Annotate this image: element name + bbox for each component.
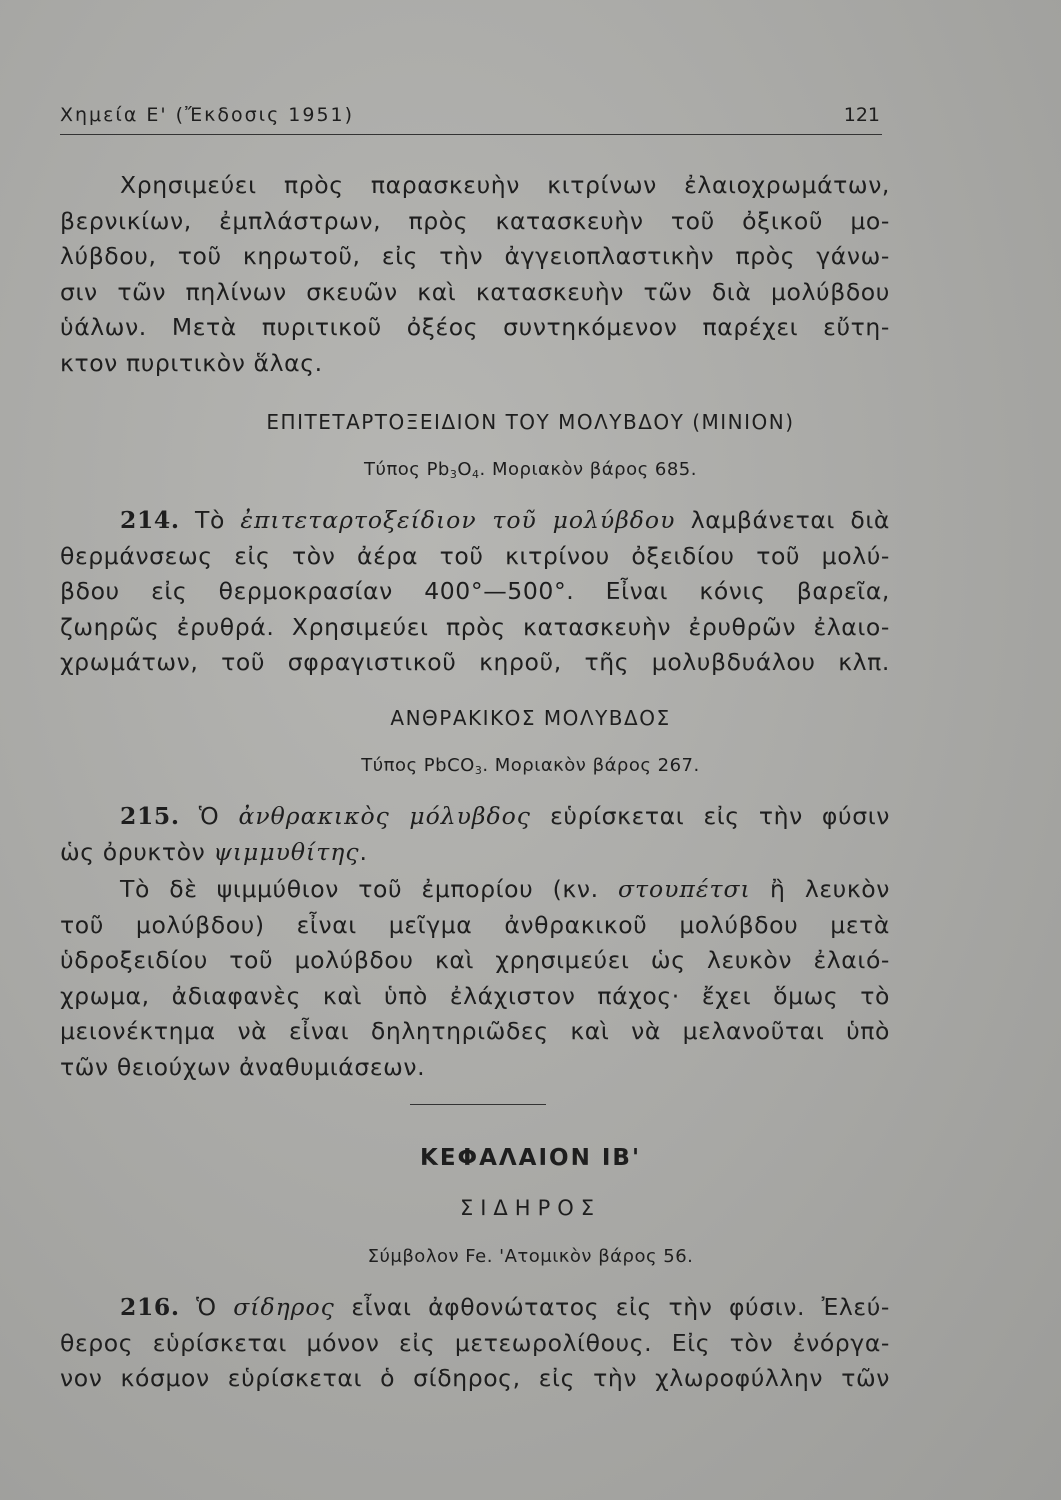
- intro-paragraph: [60, 168, 890, 382]
- text-line: βερνικίων, ἐμπλάστρων, πρὸς κατασκευὴν τοῦ ὀξικοῦ μο-: [60, 206, 890, 235]
- page-number: 121: [843, 104, 880, 126]
- text-line: κτον πυριτικὸν ἅλας.: [60, 348, 323, 377]
- paragraph-214: [60, 503, 890, 681]
- text-line: ὡς ὀρυκτὸν ψιμμυθίτης.: [60, 837, 368, 866]
- text-line: τοῦ μολύβδου) εἶναι μεῖγμα ἀνθρακικοῦ μολύβδου μετὰ: [60, 910, 890, 939]
- text-line: Τὸ δὲ ψιμμύθιον τοῦ ἐμπορίου (κν. στουπέτσι ἢ λευκὸν: [120, 875, 890, 903]
- section-heading-minium: ΕΠΙΤΕΤΑΡΤΟΞΕΙΔΙΟΝ ΤΟΥ ΜΟΛΥΒΔΟΥ (ΜΙΝΙΟΝ): [266, 410, 795, 434]
- section-heading-carbonate: ΑΝΘΡΑΚΙΚΟΣ ΜΟΛΥΒΔΟΣ: [390, 706, 671, 730]
- text-line: ὑάλων. Μετὰ πυριτικοῦ ὀξέος συντηκόμενον παρέχει εὔτη-: [60, 313, 890, 342]
- text-line: βδου εἰς θερμοκρασίαν 400°—500°. Εἶναι κόνις βαρεῖα,: [60, 577, 890, 606]
- italic-term: ψιμμυθίτης: [213, 837, 360, 866]
- text-line: 214. Τὸ ἐπιτεταρτοξείδιον τοῦ μολύβδου λαμβάνεται διὰ: [120, 506, 890, 534]
- italic-term: στουπέτσι: [617, 875, 751, 903]
- text-line: Χρησιμεύει πρὸς παρασκευὴν κιτρίνων ἐλαιοχρωμάτων,: [120, 171, 890, 199]
- symbol-line: Σύμβολον Fe. 'Ατομικὸν βάρος 56.: [367, 1246, 694, 1267]
- paragraph-white-lead: [60, 872, 890, 1086]
- text-line: τῶν θειούχων ἀναθυμιάσεων.: [60, 1052, 426, 1081]
- italic-term: ἀνθρακικὸς μόλυβδος: [238, 802, 531, 830]
- text-line: 216. Ὁ σίδηρος εἶναι ἀφθονώτατος εἰς τὴν φύσιν. Ἐλεύ-: [120, 1293, 890, 1321]
- text-line: 215. Ὁ ἀνθρακικὸς μόλυβδος εὑρίσκεται εἰς τὴν φύσιν: [120, 802, 891, 830]
- text-line: νον κόσμον εὑρίσκεται ὁ σίδηρος, εἰς τὴν χλωροφύλλην τῶν: [60, 1364, 890, 1393]
- italic-term: σίδηρος: [233, 1293, 335, 1321]
- chapter-title: ΚΕΦΑΛΑΙΟΝ ΙΒ': [420, 1145, 641, 1171]
- text-line: σιν τῶν πηλίνων σκευῶν καὶ κατασκευὴν τῶν διὰ μολύβδου: [60, 277, 890, 306]
- paragraph-215: [60, 799, 890, 870]
- text-line: ζωηρῶς ἐρυθρά. Χρησιμεύει πρὸς κατασκευὴν ἐρυθρῶν ἐλαιο-: [60, 612, 890, 641]
- section-divider: [410, 1104, 546, 1105]
- italic-term: ἐπιτεταρτοξείδιον τοῦ μολύβδου: [240, 506, 676, 534]
- running-header: [60, 100, 882, 135]
- text-line: χρωμα, ἀδιαφανὲς καὶ ὑπὸ ἐλάχιστον πάχος· ἔχει ὅμως τὸ: [60, 981, 890, 1010]
- text-line: ὑδροξειδίου τοῦ μολύβδου καὶ χρησιμεύει ὡς λευκὸν ἐλαιό-: [60, 946, 890, 975]
- formula-minium: Τύπος $Pb_3O_4$. Μοριακὸν βάρος 685.: [364, 459, 697, 481]
- paragraph-number: 216.: [120, 1293, 180, 1321]
- paragraph-number: 215.: [120, 802, 180, 830]
- header-title: Χημεία Ε' (Ἔκδοσις 1951): [60, 104, 355, 126]
- text-line: θερμάνσεως εἰς τὸν ἀέρα τοῦ κιτρίνου ὀξειδίου τοῦ μολύ-: [60, 541, 890, 570]
- chapter-subject: ΣΙΔΗΡΟΣ: [459, 1196, 602, 1220]
- text-line: μειονέκτημα νὰ εἶναι δηλητηριῶδες καὶ νὰ μελανοῦται ὑπὸ: [60, 1017, 890, 1046]
- formula-carbonate: Τύπος PbCO$_3$. Μοριακὸν βάρος 267.: [361, 755, 700, 777]
- text-line: θερος εὑρίσκεται μόνον εἰς μετεωρολίθους. Εἰς τὸν ἐνόργα-: [60, 1328, 890, 1357]
- text-line: λύβδου, τοῦ κηρωτοῦ, εἰς τὴν ἀγγειοπλαστικὴν πρὸς γάνω-: [60, 242, 890, 271]
- paragraph-number: 214.: [120, 506, 180, 534]
- paragraph-216: [60, 1290, 890, 1397]
- text-line: χρωμάτων, τοῦ σφραγιστικοῦ κηροῦ, τῆς μολυβδυάλου κλπ.: [60, 648, 890, 677]
